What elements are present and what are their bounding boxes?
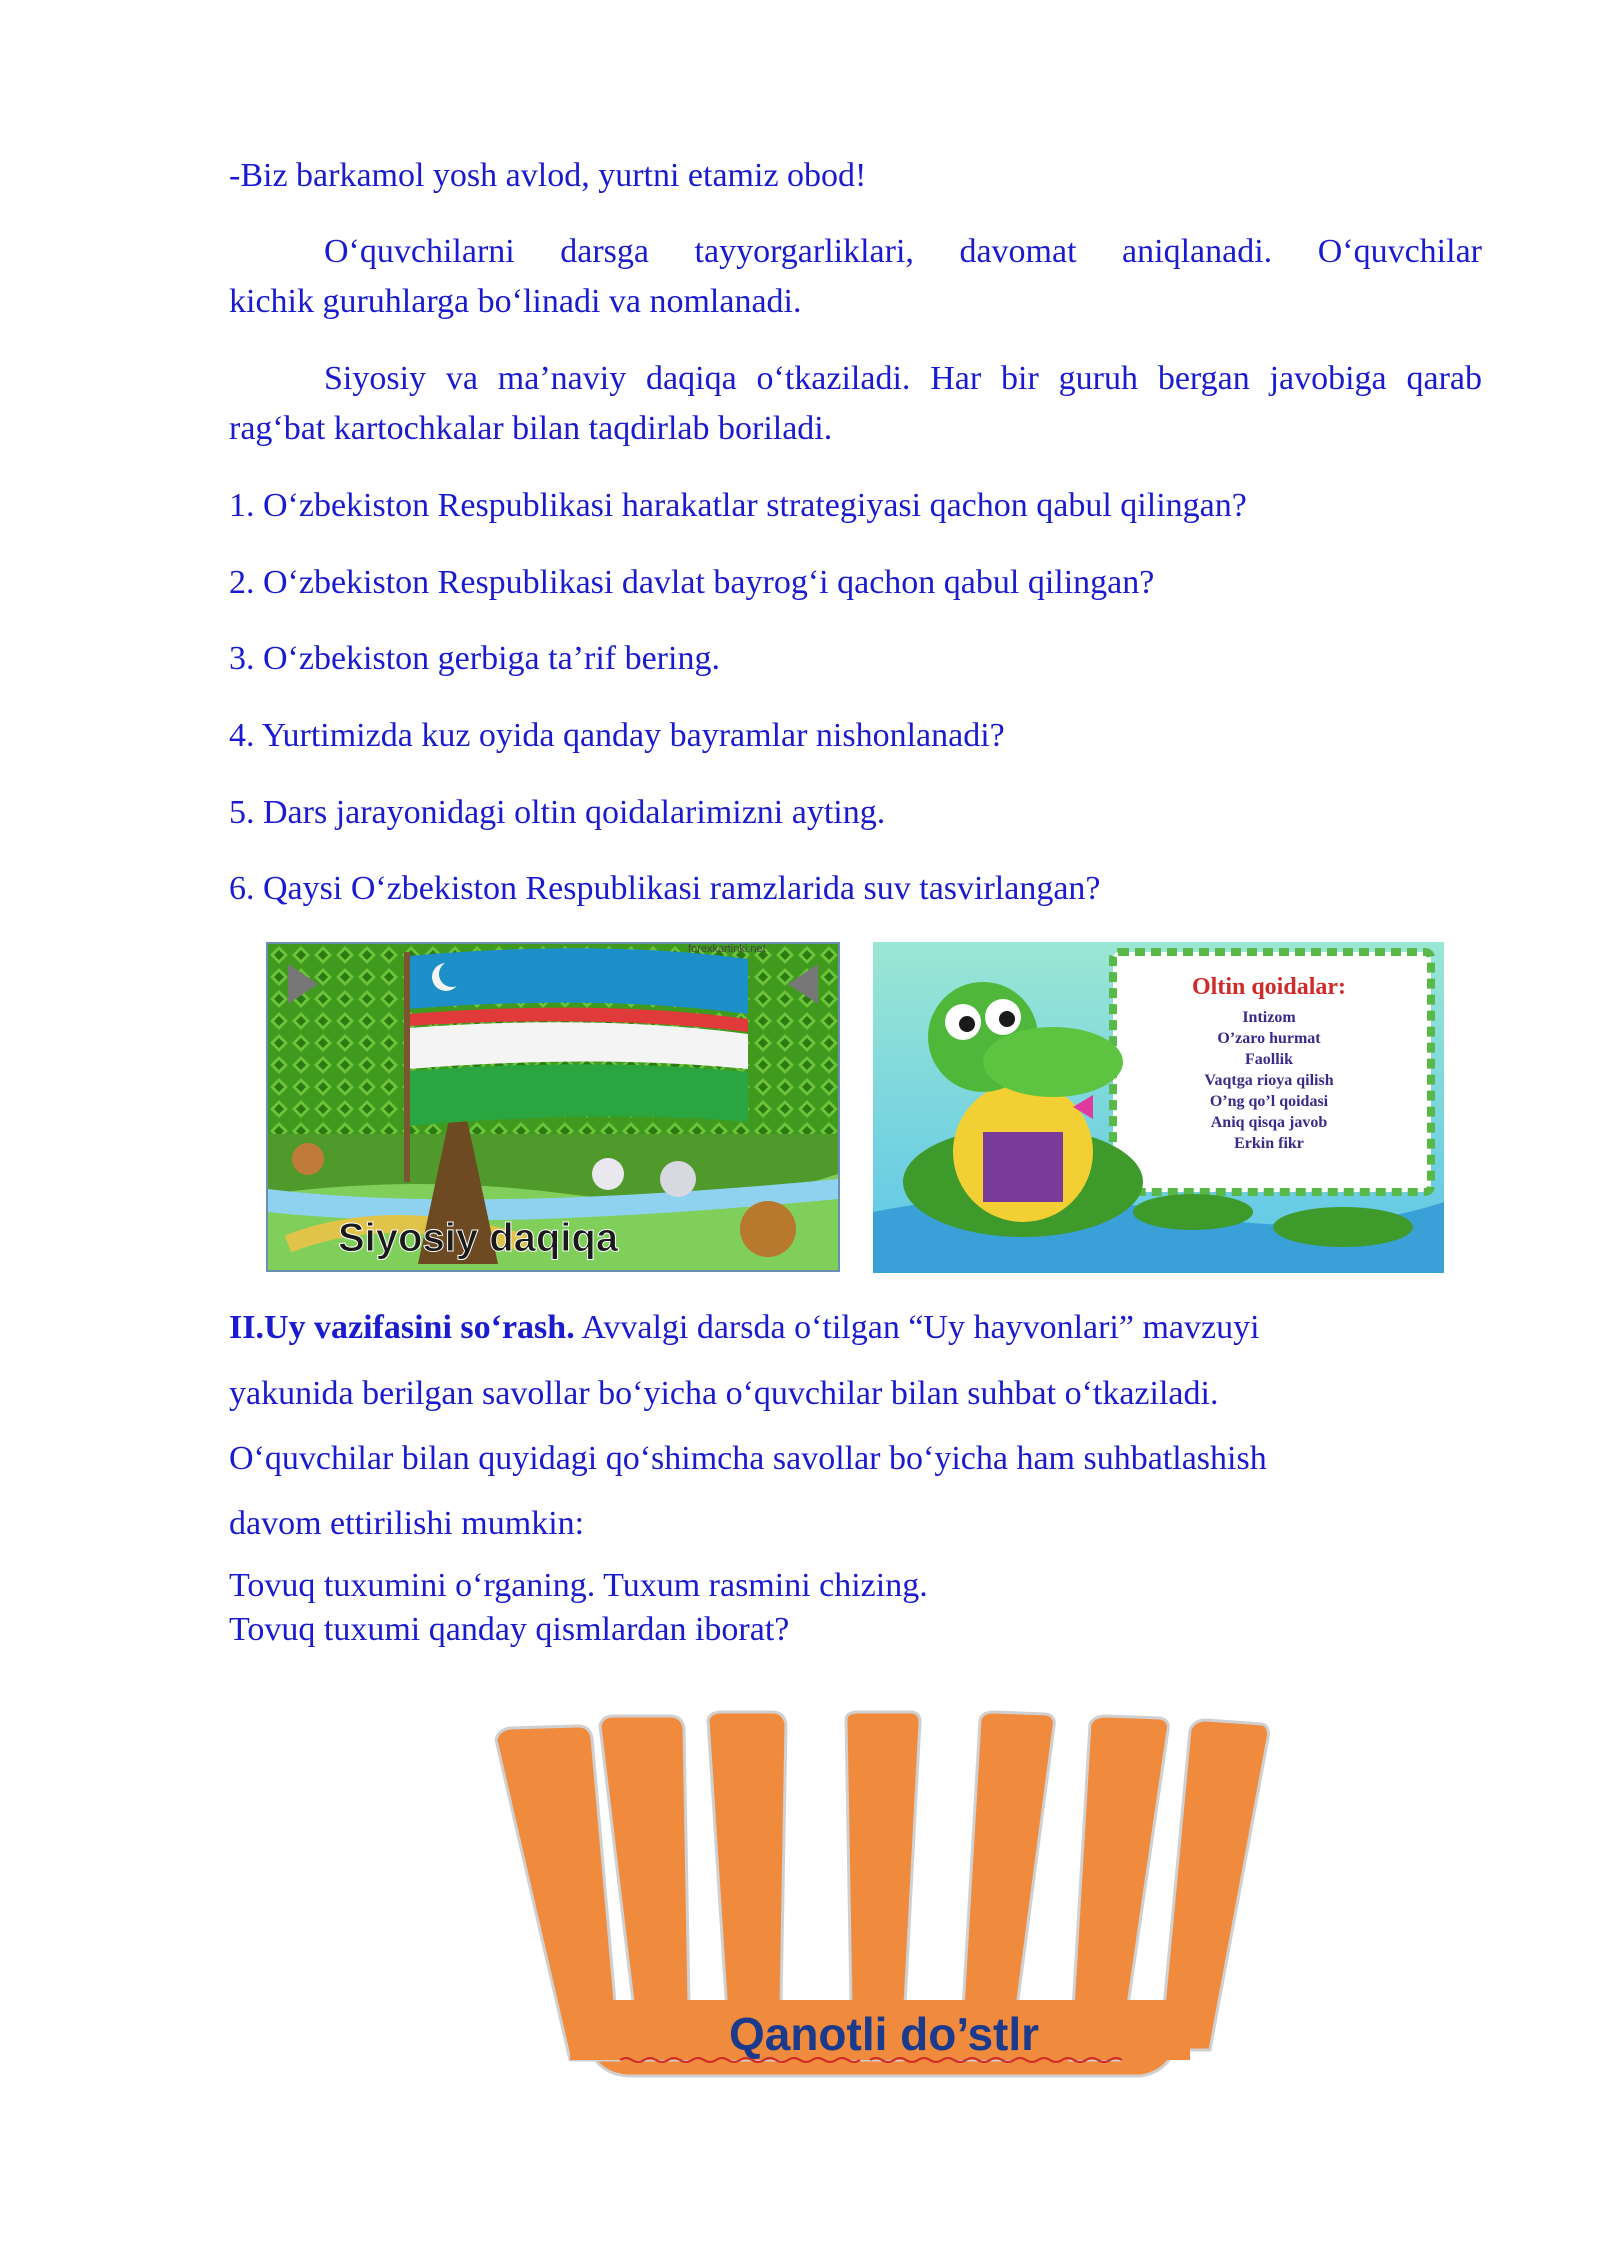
- rule-2: O’zaro hurmat: [1217, 1030, 1321, 1047]
- political-minute-caption: Siyosiy daqiqa: [338, 1216, 619, 1260]
- section-2-intro: Avvalgi darsda o‘tilgan “Uy hayvonlari” mavzuyi: [574, 1309, 1260, 1346]
- section-2-line-3: O‘quvchilar bilan quyidagi qo‘shimcha savollar bo‘yicha ham suhbatlashish: [229, 1440, 1267, 1477]
- question-4: 4. Yurtimizda kuz oyida qanday bayramlar nishonlanadi?: [229, 717, 1005, 754]
- golden-rules-title: Oltin qoidalar:: [1191, 974, 1347, 1000]
- paragraph-2-line-1: Siyosiy va ma’naviy daqiqa o‘tkaziladi. Har bir guruh bergan javobiga qarab: [324, 360, 1482, 397]
- banner-text: Qanotli do’stlr: [728, 2008, 1040, 2060]
- political-minute-image: [266, 942, 840, 1272]
- motto-line: -Biz barkamol yosh avlod, yurtni etamiz obod!: [229, 157, 867, 194]
- section-2-line-4: davom ettirilishi mumkin:: [229, 1505, 585, 1542]
- question-2: 2. O‘zbekiston Respublikasi davlat bayrog‘i qachon qabul qilingan?: [229, 564, 1155, 601]
- rule-4: Vaqtga rioya qilish: [1204, 1072, 1334, 1089]
- question-6: 6. Qaysi O‘zbekiston Respublikasi ramzlarida suv tasvirlangan?: [229, 870, 1101, 907]
- question-5: 5. Dars jarayonidagi oltin qoidalarimizni ayting.: [229, 794, 886, 831]
- section-2-line-1: [229, 1303, 1260, 1353]
- paragraph-1-line-1: O‘quvchilarni darsga tayyorgarliklari, davomat aniqlanadi. O‘quvchilar: [324, 233, 1482, 270]
- question-3: 3. O‘zbekiston gerbiga ta’rif bering.: [229, 640, 720, 677]
- paragraph-1-line-2: kichik guruhlarga bo‘linadi va nomlanadi.: [229, 283, 802, 320]
- rule-1: Intizom: [1242, 1009, 1296, 1026]
- political-minute-illustration: [268, 944, 838, 1270]
- rule-5: O’ng qo’l qoidasi: [1209, 1093, 1329, 1110]
- rule-7: Erkin fikr: [1234, 1135, 1304, 1152]
- watermark-text: forexkartinki.net: [688, 944, 766, 955]
- paragraph-2-line-2: rag‘bat kartochkalar bilan taqdirlab boriladi.: [229, 410, 833, 447]
- winged-friends-banner: [490, 1710, 1270, 2090]
- section-2-line-2: yakunida berilgan savollar bo‘yicha o‘quvchilar bilan suhbat o‘tkaziladi.: [229, 1375, 1219, 1412]
- banner-shape: [490, 1710, 1270, 2090]
- rule-3: Faollik: [1244, 1051, 1294, 1068]
- task-2: Tovuq tuxumi qanday qismlardan iborat?: [229, 1611, 790, 1648]
- question-1: 1. O‘zbekiston Respublikasi harakatlar strategiyasi qachon qabul qilingan?: [229, 487, 1247, 524]
- golden-rules-illustration: [873, 942, 1444, 1273]
- task-1: Tovuq tuxumini o‘rganing. Tuxum rasmini chizing.: [229, 1567, 928, 1604]
- rule-6: Aniq qisqa javob: [1210, 1114, 1328, 1131]
- golden-rules-image: [873, 942, 1444, 1273]
- section-2-heading: II.Uy vazifasini so‘rash.: [229, 1309, 575, 1346]
